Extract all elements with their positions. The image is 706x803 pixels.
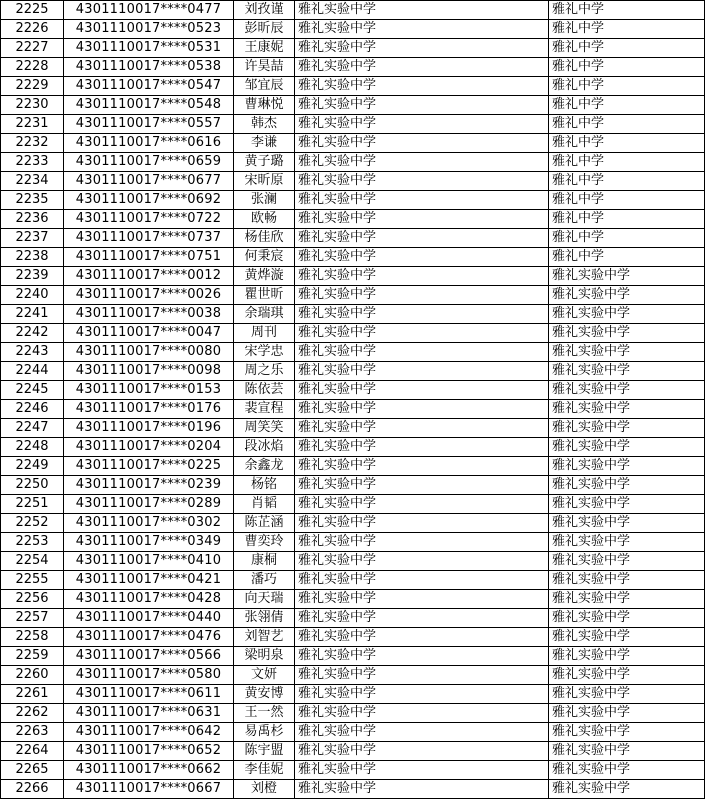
table-row [1, 58, 705, 77]
student-id-cell: 4301110017****0737 [64, 229, 234, 248]
student-name-cell: 瞿世昕 [234, 286, 295, 305]
student-name-cell: 王康妮 [234, 39, 295, 58]
graduating-school-cell: 雅礼实验中学 [295, 400, 549, 419]
student-id-cell: 4301110017****0722 [64, 210, 234, 229]
student-name-cell: 彭昕辰 [234, 20, 295, 39]
serial-number-cell: 2229 [1, 77, 64, 96]
graduating-school-cell: 雅礼实验中学 [295, 1, 549, 20]
serial-number-cell: 2251 [1, 495, 64, 514]
student-id-cell: 4301110017****0204 [64, 438, 234, 457]
table-row [1, 571, 705, 590]
graduating-school-cell: 雅礼实验中学 [295, 457, 549, 476]
student-id-cell: 4301110017****0421 [64, 571, 234, 590]
table-row [1, 248, 705, 267]
graduating-school-cell: 雅礼实验中学 [295, 476, 549, 495]
student-id-cell: 4301110017****0080 [64, 343, 234, 362]
student-name-cell: 王一然 [234, 704, 295, 723]
student-name-cell: 梁明泉 [234, 647, 295, 666]
student-name-cell: 易禹杉 [234, 723, 295, 742]
student-name-cell: 余鑫龙 [234, 457, 295, 476]
serial-number-cell: 2234 [1, 172, 64, 191]
student-name-cell: 曹琳悦 [234, 96, 295, 115]
student-name-cell: 韩杰 [234, 115, 295, 134]
table-row [1, 77, 705, 96]
serial-number-cell: 2231 [1, 115, 64, 134]
serial-number-cell: 2248 [1, 438, 64, 457]
admitted-school-cell: 雅礼实验中学 [549, 666, 705, 685]
graduating-school-cell: 雅礼实验中学 [295, 305, 549, 324]
table-row [1, 229, 705, 248]
admitted-school-cell: 雅礼实验中学 [549, 628, 705, 647]
admitted-school-cell: 雅礼实验中学 [549, 647, 705, 666]
table-row [1, 780, 705, 799]
table-row [1, 685, 705, 704]
student-id-cell: 4301110017****0667 [64, 780, 234, 799]
graduating-school-cell: 雅礼实验中学 [295, 742, 549, 761]
serial-number-cell: 2254 [1, 552, 64, 571]
admitted-school-cell: 雅礼实验中学 [549, 457, 705, 476]
graduating-school-cell: 雅礼实验中学 [295, 495, 549, 514]
serial-number-cell: 2265 [1, 761, 64, 780]
serial-number-cell: 2264 [1, 742, 64, 761]
student-id-cell: 4301110017****0476 [64, 628, 234, 647]
graduating-school-cell: 雅礼实验中学 [295, 704, 549, 723]
serial-number-cell: 2252 [1, 514, 64, 533]
table-row [1, 96, 705, 115]
student-name-cell: 许昊喆 [234, 58, 295, 77]
student-id-cell: 4301110017****0659 [64, 153, 234, 172]
table-row [1, 134, 705, 153]
table-row [1, 343, 705, 362]
table-row [1, 324, 705, 343]
serial-number-cell: 2256 [1, 590, 64, 609]
table-row [1, 590, 705, 609]
student-id-cell: 4301110017****0662 [64, 761, 234, 780]
admitted-school-cell: 雅礼实验中学 [549, 286, 705, 305]
table-row [1, 438, 705, 457]
student-id-cell: 4301110017****0440 [64, 609, 234, 628]
student-name-cell: 张澜 [234, 191, 295, 210]
serial-number-cell: 2260 [1, 666, 64, 685]
student-id-cell: 4301110017****0225 [64, 457, 234, 476]
graduating-school-cell: 雅礼实验中学 [295, 419, 549, 438]
student-name-cell: 何秉宸 [234, 248, 295, 267]
student-id-cell: 4301110017****0410 [64, 552, 234, 571]
graduating-school-cell: 雅礼实验中学 [295, 134, 549, 153]
student-id-cell: 4301110017****0547 [64, 77, 234, 96]
serial-number-cell: 2247 [1, 419, 64, 438]
student-name-cell: 刘智艺 [234, 628, 295, 647]
student-id-cell: 4301110017****0428 [64, 590, 234, 609]
student-name-cell: 余瑞琪 [234, 305, 295, 324]
admitted-school-cell: 雅礼实验中学 [549, 609, 705, 628]
student-id-cell: 4301110017****0012 [64, 267, 234, 286]
graduating-school-cell: 雅礼实验中学 [295, 666, 549, 685]
student-id-cell: 4301110017****0566 [64, 647, 234, 666]
graduating-school-cell: 雅礼实验中学 [295, 115, 549, 134]
graduating-school-cell: 雅礼实验中学 [295, 210, 549, 229]
student-name-cell: 段冰焰 [234, 438, 295, 457]
student-id-cell: 4301110017****0239 [64, 476, 234, 495]
admitted-school-cell: 雅礼实验中学 [549, 533, 705, 552]
student-name-cell: 裴宣程 [234, 400, 295, 419]
serial-number-cell: 2250 [1, 476, 64, 495]
serial-number-cell: 2239 [1, 267, 64, 286]
table-row [1, 457, 705, 476]
student-name-cell: 黄子璐 [234, 153, 295, 172]
student-id-cell: 4301110017****0523 [64, 20, 234, 39]
graduating-school-cell: 雅礼实验中学 [295, 324, 549, 343]
serial-number-cell: 2226 [1, 20, 64, 39]
student-id-cell: 4301110017****0026 [64, 286, 234, 305]
table-row [1, 476, 705, 495]
student-name-cell: 宋昕原 [234, 172, 295, 191]
table-row [1, 704, 705, 723]
student-name-cell: 宋学忠 [234, 343, 295, 362]
graduating-school-cell: 雅礼实验中学 [295, 780, 549, 799]
student-id-cell: 4301110017****0176 [64, 400, 234, 419]
table-row [1, 172, 705, 191]
table-row [1, 381, 705, 400]
student-id-cell: 4301110017****0751 [64, 248, 234, 267]
student-id-cell: 4301110017****0611 [64, 685, 234, 704]
graduating-school-cell: 雅礼实验中学 [295, 172, 549, 191]
student-id-cell: 4301110017****0631 [64, 704, 234, 723]
student-id-cell: 4301110017****0289 [64, 495, 234, 514]
admitted-school-cell: 雅礼中学 [549, 115, 705, 134]
graduating-school-cell: 雅礼实验中学 [295, 723, 549, 742]
admitted-school-cell: 雅礼中学 [549, 210, 705, 229]
admitted-school-cell: 雅礼实验中学 [549, 514, 705, 533]
serial-number-cell: 2230 [1, 96, 64, 115]
admitted-school-cell: 雅礼实验中学 [549, 780, 705, 799]
graduating-school-cell: 雅礼实验中学 [295, 248, 549, 267]
admitted-school-cell: 雅礼实验中学 [549, 742, 705, 761]
student-name-cell: 杨铭 [234, 476, 295, 495]
serial-number-cell: 2258 [1, 628, 64, 647]
serial-number-cell: 2235 [1, 191, 64, 210]
student-id-cell: 4301110017****0642 [64, 723, 234, 742]
table-row [1, 362, 705, 381]
student-id-cell: 4301110017****0196 [64, 419, 234, 438]
serial-number-cell: 2237 [1, 229, 64, 248]
admitted-school-cell: 雅礼实验中学 [549, 267, 705, 286]
table-row [1, 723, 705, 742]
student-name-cell: 曹奕玲 [234, 533, 295, 552]
admitted-school-cell: 雅礼实验中学 [549, 723, 705, 742]
table-row [1, 609, 705, 628]
student-name-cell: 陈依芸 [234, 381, 295, 400]
student-name-cell: 欧畅 [234, 210, 295, 229]
admitted-school-cell: 雅礼实验中学 [549, 419, 705, 438]
table-row [1, 666, 705, 685]
graduating-school-cell: 雅礼实验中学 [295, 438, 549, 457]
table-row [1, 628, 705, 647]
student-id-cell: 4301110017****0038 [64, 305, 234, 324]
serial-number-cell: 2246 [1, 400, 64, 419]
graduating-school-cell: 雅礼实验中学 [295, 77, 549, 96]
graduating-school-cell: 雅礼实验中学 [295, 362, 549, 381]
student-id-cell: 4301110017****0677 [64, 172, 234, 191]
student-name-cell: 黄安博 [234, 685, 295, 704]
student-name-cell: 周笑笑 [234, 419, 295, 438]
table-row [1, 286, 705, 305]
admitted-school-cell: 雅礼实验中学 [549, 438, 705, 457]
admitted-school-cell: 雅礼中学 [549, 58, 705, 77]
serial-number-cell: 2259 [1, 647, 64, 666]
graduating-school-cell: 雅礼实验中学 [295, 571, 549, 590]
student-name-cell: 向天瑞 [234, 590, 295, 609]
student-name-cell: 肖韬 [234, 495, 295, 514]
table-row [1, 267, 705, 286]
admitted-school-cell: 雅礼实验中学 [549, 362, 705, 381]
graduating-school-cell: 雅礼实验中学 [295, 647, 549, 666]
graduating-school-cell: 雅礼实验中学 [295, 229, 549, 248]
student-name-cell: 张翎倩 [234, 609, 295, 628]
admitted-school-cell: 雅礼实验中学 [549, 305, 705, 324]
graduating-school-cell: 雅礼实验中学 [295, 58, 549, 77]
student-id-cell: 4301110017****0302 [64, 514, 234, 533]
admitted-school-cell: 雅礼实验中学 [549, 343, 705, 362]
serial-number-cell: 2257 [1, 609, 64, 628]
student-name-cell: 邹宜辰 [234, 77, 295, 96]
serial-number-cell: 2236 [1, 210, 64, 229]
graduating-school-cell: 雅礼实验中学 [295, 153, 549, 172]
table-row [1, 761, 705, 780]
student-name-cell: 陈芷涵 [234, 514, 295, 533]
table-row [1, 533, 705, 552]
student-name-cell: 黄烨漩 [234, 267, 295, 286]
student-id-cell: 4301110017****0580 [64, 666, 234, 685]
serial-number-cell: 2242 [1, 324, 64, 343]
graduating-school-cell: 雅礼实验中学 [295, 590, 549, 609]
graduating-school-cell: 雅礼实验中学 [295, 761, 549, 780]
student-name-cell: 陈宇盟 [234, 742, 295, 761]
graduating-school-cell: 雅礼实验中学 [295, 96, 549, 115]
student-name-cell: 刘孜谨 [234, 1, 295, 20]
serial-number-cell: 2255 [1, 571, 64, 590]
graduating-school-cell: 雅礼实验中学 [295, 39, 549, 58]
admitted-school-cell: 雅礼中学 [549, 134, 705, 153]
student-name-cell: 李佳妮 [234, 761, 295, 780]
student-name-cell: 李谦 [234, 134, 295, 153]
serial-number-cell: 2233 [1, 153, 64, 172]
graduating-school-cell: 雅礼实验中学 [295, 267, 549, 286]
student-id-cell: 4301110017****0477 [64, 1, 234, 20]
student-id-cell: 4301110017****0616 [64, 134, 234, 153]
serial-number-cell: 2262 [1, 704, 64, 723]
serial-number-cell: 2241 [1, 305, 64, 324]
table-row [1, 191, 705, 210]
graduating-school-cell: 雅礼实验中学 [295, 381, 549, 400]
student-name-cell: 康桐 [234, 552, 295, 571]
student-id-cell: 4301110017****0548 [64, 96, 234, 115]
admitted-school-cell: 雅礼实验中学 [549, 495, 705, 514]
admitted-school-cell: 雅礼中学 [549, 77, 705, 96]
admitted-school-cell: 雅礼中学 [549, 153, 705, 172]
admitted-school-cell: 雅礼实验中学 [549, 324, 705, 343]
table-row [1, 552, 705, 571]
admitted-school-cell: 雅礼实验中学 [549, 685, 705, 704]
student-name-cell: 刘橙 [234, 780, 295, 799]
student-name-cell: 周之乐 [234, 362, 295, 381]
student-id-cell: 4301110017****0098 [64, 362, 234, 381]
table-row [1, 495, 705, 514]
admitted-school-cell: 雅礼中学 [549, 172, 705, 191]
serial-number-cell: 2244 [1, 362, 64, 381]
table-row [1, 742, 705, 761]
serial-number-cell: 2240 [1, 286, 64, 305]
student-id-cell: 4301110017****0047 [64, 324, 234, 343]
graduating-school-cell: 雅礼实验中学 [295, 685, 549, 704]
graduating-school-cell: 雅礼实验中学 [295, 20, 549, 39]
student-name-cell: 文妍 [234, 666, 295, 685]
graduating-school-cell: 雅礼实验中学 [295, 552, 549, 571]
serial-number-cell: 2238 [1, 248, 64, 267]
table-row [1, 400, 705, 419]
admitted-school-cell: 雅礼实验中学 [549, 571, 705, 590]
admitted-school-cell: 雅礼中学 [549, 191, 705, 210]
admitted-school-cell: 雅礼实验中学 [549, 400, 705, 419]
graduating-school-cell: 雅礼实验中学 [295, 514, 549, 533]
table-row [1, 419, 705, 438]
admitted-school-cell: 雅礼中学 [549, 248, 705, 267]
admitted-school-cell: 雅礼实验中学 [549, 552, 705, 571]
serial-number-cell: 2266 [1, 780, 64, 799]
serial-number-cell: 2249 [1, 457, 64, 476]
student-id-cell: 4301110017****0153 [64, 381, 234, 400]
student-id-cell: 4301110017****0557 [64, 115, 234, 134]
admitted-school-cell: 雅礼中学 [549, 1, 705, 20]
student-name-cell: 周刊 [234, 324, 295, 343]
serial-number-cell: 2228 [1, 58, 64, 77]
admitted-school-cell: 雅礼中学 [549, 39, 705, 58]
admitted-school-cell: 雅礼中学 [549, 20, 705, 39]
table-row [1, 39, 705, 58]
table-row [1, 305, 705, 324]
student-id-cell: 4301110017****0692 [64, 191, 234, 210]
graduating-school-cell: 雅礼实验中学 [295, 343, 549, 362]
graduating-school-cell: 雅礼实验中学 [295, 533, 549, 552]
serial-number-cell: 2243 [1, 343, 64, 362]
student-name-cell: 杨佳欣 [234, 229, 295, 248]
serial-number-cell: 2245 [1, 381, 64, 400]
table-row [1, 115, 705, 134]
serial-number-cell: 2232 [1, 134, 64, 153]
table-row [1, 210, 705, 229]
admitted-school-cell: 雅礼实验中学 [549, 761, 705, 780]
table-body [1, 1, 705, 799]
serial-number-cell: 2253 [1, 533, 64, 552]
admitted-school-cell: 雅礼实验中学 [549, 704, 705, 723]
student-id-cell: 4301110017****0652 [64, 742, 234, 761]
graduating-school-cell: 雅礼实验中学 [295, 286, 549, 305]
student-id-cell: 4301110017****0531 [64, 39, 234, 58]
graduating-school-cell: 雅礼实验中学 [295, 609, 549, 628]
table-row [1, 1, 705, 20]
table-row [1, 153, 705, 172]
student-id-cell: 4301110017****0349 [64, 533, 234, 552]
admitted-school-cell: 雅礼实验中学 [549, 590, 705, 609]
serial-number-cell: 2227 [1, 39, 64, 58]
admitted-school-cell: 雅礼实验中学 [549, 476, 705, 495]
admitted-school-cell: 雅礼中学 [549, 96, 705, 115]
admitted-school-cell: 雅礼中学 [549, 229, 705, 248]
serial-number-cell: 2225 [1, 1, 64, 20]
serial-number-cell: 2261 [1, 685, 64, 704]
graduating-school-cell: 雅礼实验中学 [295, 191, 549, 210]
table-row [1, 20, 705, 39]
serial-number-cell: 2263 [1, 723, 64, 742]
table-row [1, 514, 705, 533]
student-id-cell: 4301110017****0538 [64, 58, 234, 77]
admitted-school-cell: 雅礼实验中学 [549, 381, 705, 400]
graduating-school-cell: 雅礼实验中学 [295, 628, 549, 647]
student-name-cell: 潘巧 [234, 571, 295, 590]
table-row [1, 647, 705, 666]
